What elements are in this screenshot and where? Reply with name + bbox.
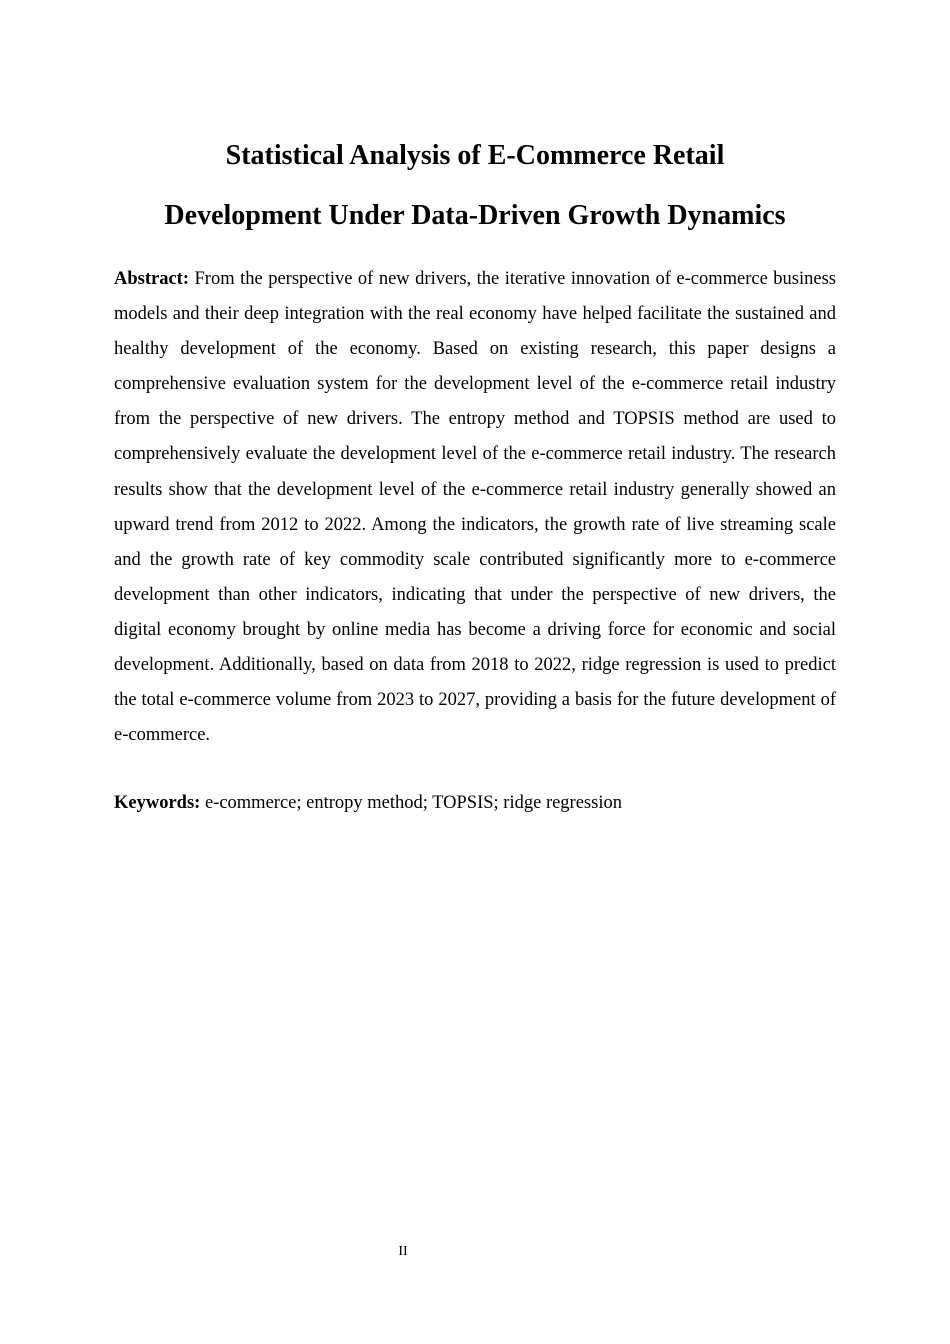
abstract-text: From the perspective of new drivers, the iterative innovation of e-commerce business models and their deep integration with the real economy have helped facilitate the sustained and healthy development of the economy. Based on existing research, this paper designs a comprehensive evaluation system for the development level of the e-commerce retail industry from the perspective of new drivers. The entropy method and TOPSIS method are used to comprehensively evaluate the development level of the e-commerce retail industry. The research results show that the development level of the e-commerce retail industry generally showed an upward trend from 2012 to 2022. Among the indicators, the growth rate of live streaming scale and the growth rate of key commodity scale contributed significantly more to e-commerce development than other indicators, indicating that under the perspective of new drivers, the digital economy brought by online media has become a driving force for economic and social development. Additionally, based on data from 2018 to 2022, ridge regression is used to predict the total e-commerce volume from 2023 to 2027, providing a basis for the future development of e-commerce. [114, 269, 836, 746]
paper-title-line-2: Development Under Data-Driven Growth Dynamics [164, 200, 786, 231]
keywords-label: Keywords: [114, 793, 201, 813]
keywords-text: e-commerce; entropy method; TOPSIS; ridge regression [204, 793, 622, 813]
paper-title-line-1: Statistical Analysis of E-Commerce Retail [225, 140, 725, 171]
page-number: II [398, 1244, 408, 1259]
abstract-paragraph [114, 262, 836, 753]
abstract-label: Abstract: [114, 269, 190, 289]
keywords-paragraph [114, 788, 836, 818]
